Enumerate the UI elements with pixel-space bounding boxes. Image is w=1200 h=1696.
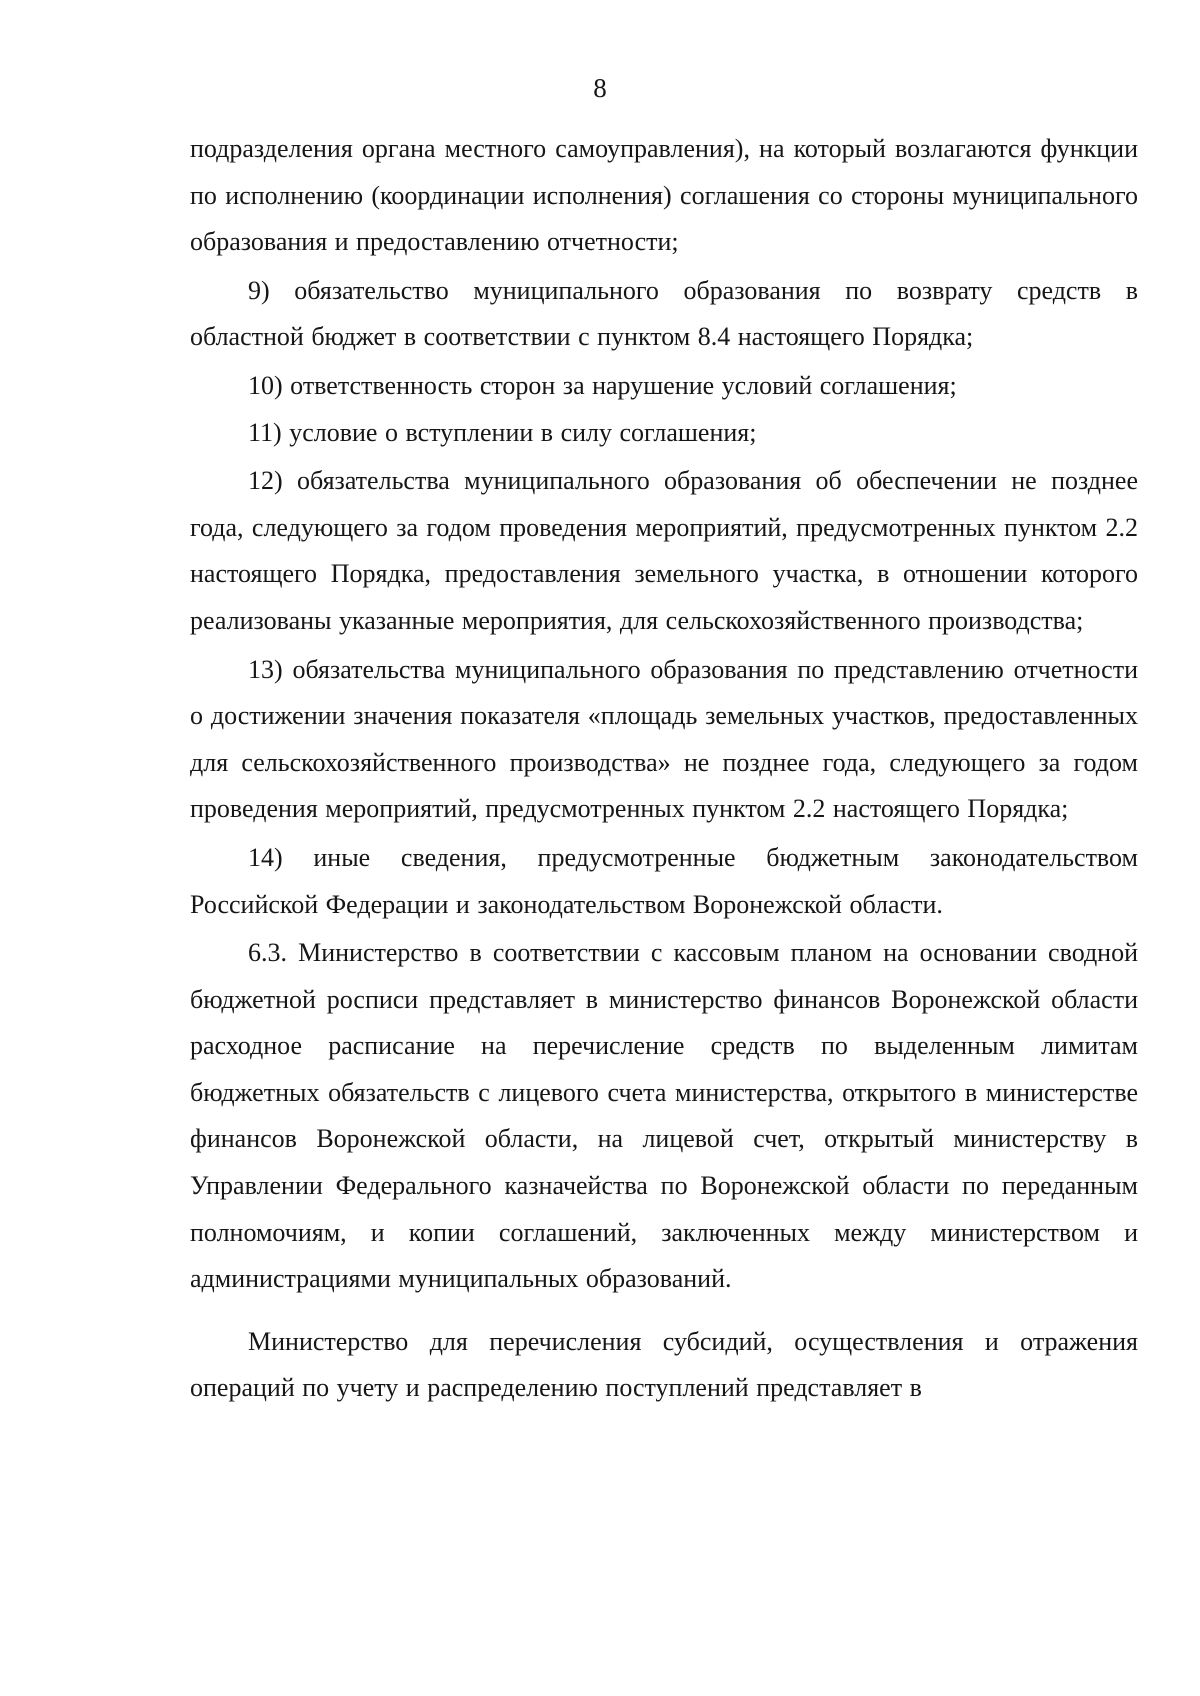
- paragraph-item-14: 14) иные сведения, предусмотренные бюджетным законодательством Российской Федерации и законодательством Воронежской области.: [190, 842, 1138, 919]
- paragraph-item-11: 11) условие о вступлении в силу соглашения;: [248, 417, 757, 447]
- paragraph-continuation: подразделения органа местного самоуправления), на который возлагаются функции по исполнению (координации исполнения) соглашения со стороны муниципального образования и предоставлению отчетности;: [190, 134, 1138, 257]
- paragraph-item-13: 13) обязательства муниципального образования по представлению отчетности о достижении значения показателя «площадь земельных участков, предоставленных для сельскохозяйственного производства» не позднее года, следующего за годом проведения мероприятий, предусмотренных пунктом 2.2 настоящего Порядка;: [190, 654, 1138, 824]
- document-body: [190, 126, 1138, 1412]
- paragraph-section-6-3: 6.3. Министерство в соответствии с кассовым планом на основании сводной бюджетной росписи представляет в министерство финансов Воронежской области расходное расписание на перечисление средств по выделенным лимитам бюджетных обязательств с лицевого счета министерства, открытого в министерстве финансов Воронежской области, на лицевой счет, открытый министерству в Управлении Федерального казначейства по Воронежской области по переданным полномочиям, и копии соглашений, заключенных между министерством и администрациями муниципальных образований.: [190, 938, 1138, 1294]
- page-number: 8: [593, 73, 607, 103]
- paragraph-ministry-transfer: Министерство для перечисления субсидий, осуществления и отражения операций по учету и распределению поступлений представляет в: [190, 1326, 1138, 1403]
- paragraph-item-9: 9) обязательство муниципального образования по возврату средств в областной бюджет в соответствии с пунктом 8.4 настоящего Порядка;: [190, 275, 1138, 352]
- paragraph-item-10: 10) ответственность сторон за нарушение условий соглашения;: [248, 370, 957, 400]
- paragraph-item-12: 12) обязательства муниципального образования об обеспечении не позднее года, следующего за годом проведения мероприятий, предусмотренных пунктом 2.2 настоящего Порядка, предоставления земельного участка, в отношении которого реализованы указанные мероприятия, для сельскохозяйственного производства;: [190, 466, 1138, 635]
